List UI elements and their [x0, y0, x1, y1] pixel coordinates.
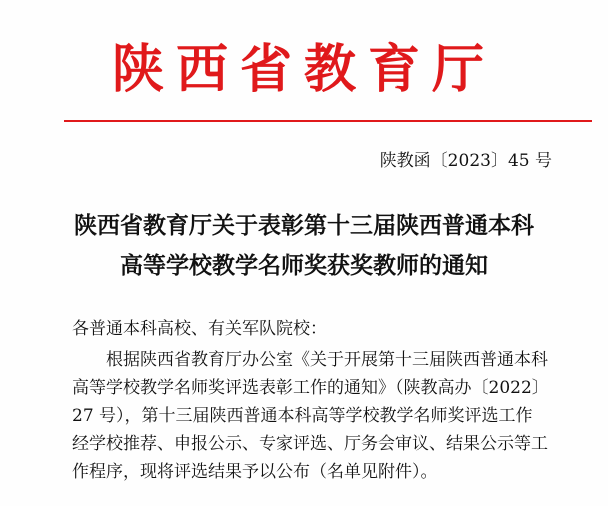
- document-number: 陕教函〔2023〕45 号: [379, 151, 552, 171]
- body-line-5: 作程序，现将评选结果予以公布（名单见附件）。: [72, 462, 438, 482]
- salutation: 各普通本科高校、有关军队院校：: [72, 319, 327, 339]
- body-line-2: 高等学校教学名师奖评选表彰工作的通知》（陕教高办〔2022〕: [72, 378, 549, 398]
- title-line-1: 陕西省教育厅关于表彰第十三届陕西普通本科: [74, 212, 534, 239]
- body-line-3: 27 号），第十三届陕西普通本科高等学校教学名师奖评选工作: [72, 406, 533, 426]
- title-line-2: 高等学校教学名师奖获奖教师的通知: [120, 252, 488, 279]
- red-header-rule: [64, 120, 592, 122]
- body-line-1: 根据陕西省教育厅办公室《关于开展第十三届陕西普通本科: [106, 350, 548, 370]
- body-line-4: 经学校推荐、申报公示、专家评选、厅务会审议、结果公示等工: [72, 434, 548, 454]
- issuing-organization-header: 陕西省教育厅: [111, 39, 496, 100]
- body-paragraph: [72, 346, 572, 486]
- document-title: [0, 206, 608, 286]
